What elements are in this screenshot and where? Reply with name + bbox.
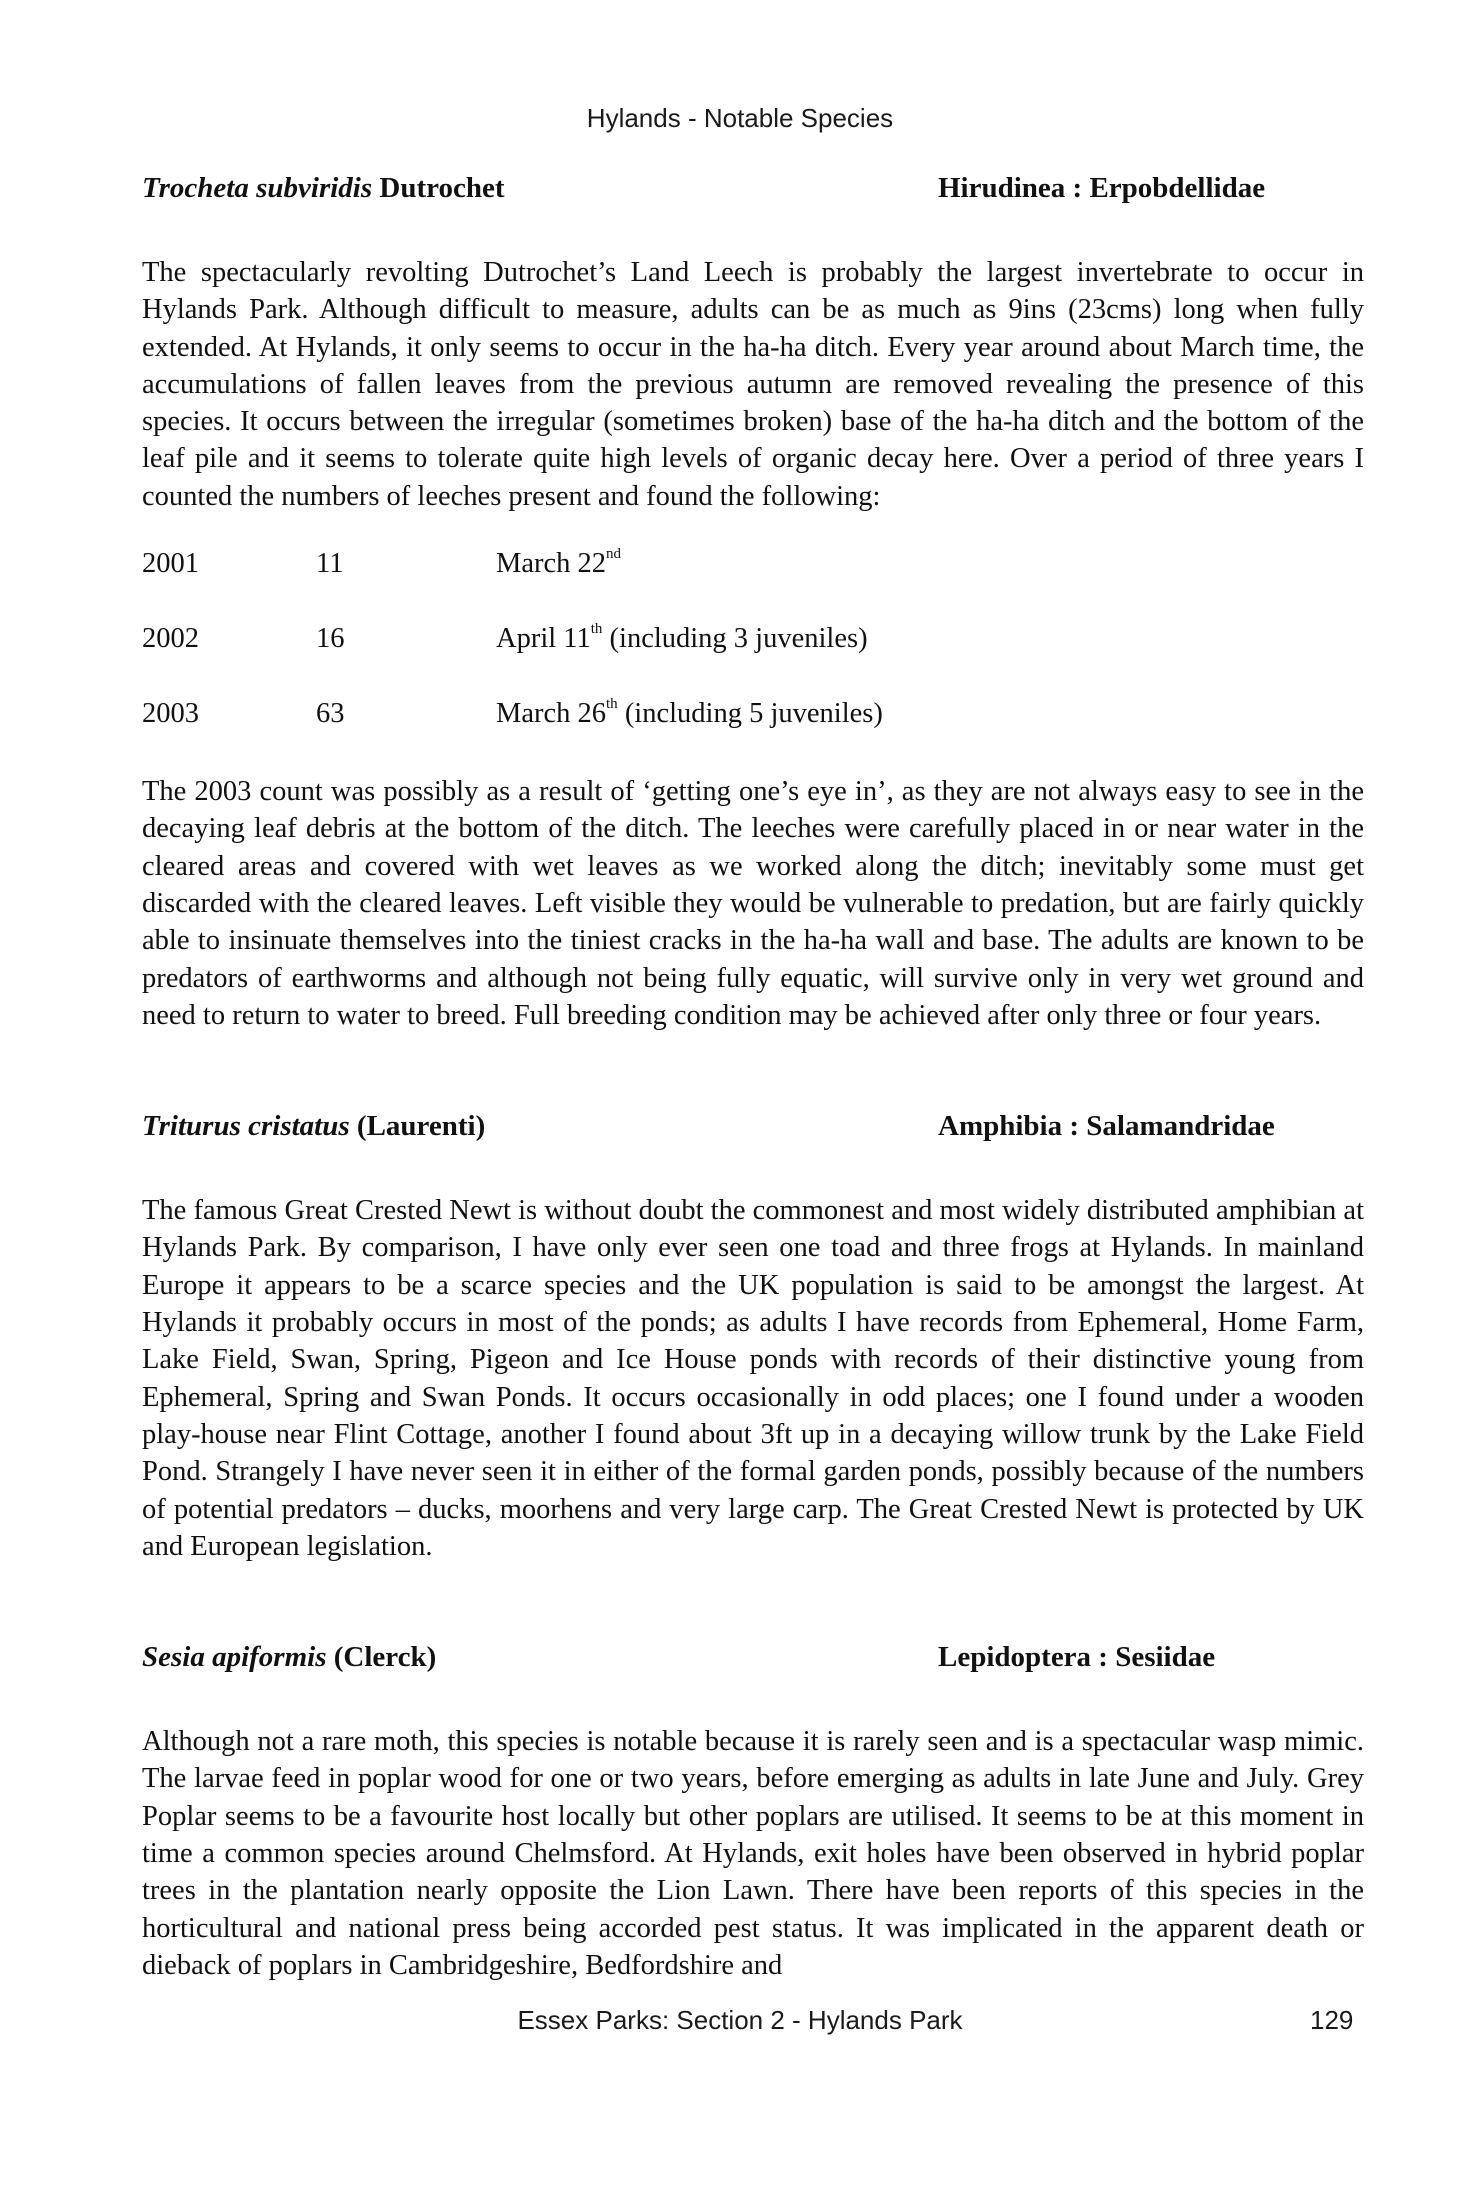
count-year: 2003 bbox=[142, 698, 199, 730]
species-name bbox=[142, 1641, 436, 1674]
species-heading bbox=[142, 172, 1364, 214]
count-row bbox=[142, 548, 1364, 623]
species-paragraph: The 2003 count was possibly as a result of ‘getting one’s eye in’, as they are not always easy to see in the decaying leaf debris at the bottom of the ditch. The leeches were carefully placed in or near water in the cleared areas and covered with wet leaves as we worked along the ditch; inevitably some must get discarded with the cleared leaves. Left visible they would be vulnerable to predation, but are fairly quickly able to insinuate themselves into the tiniest cracks in the ha-ha wall and base. The adults are known to be predators of earthworms and although not being fully equatic, will survive only in very wet ground and need to return to water to breed. Full breeding condition may be achieved after only three or four years. bbox=[142, 776, 1364, 1031]
count-year: 2002 bbox=[142, 623, 199, 655]
page-content bbox=[142, 172, 1364, 1984]
count-row bbox=[142, 623, 1364, 698]
species-heading bbox=[142, 1110, 1364, 1152]
species-paragraph: The spectacularly revolting Dutrochet’s Land Leech is probably the largest invertebrate to occur in Hylands Park. Although difficult to measure, adults can be as much as 9ins (23cms) long when fully extended. At Hylands, it only seems to occur in the ha-ha ditch. Every year around about March time, the accumulations of fallen leaves from the previous autumn are removed revealing the presence of this species. It occurs between the irregular (sometimes broken) base of the ha-ha ditch and the bottom of the leaf pile and it seems to tolerate quite high levels of organic decay here. Over a period of three years I counted the numbers of leeches present and found the following: bbox=[142, 257, 1364, 512]
species-taxonomy: Hirudinea : Erpobdellidae bbox=[938, 172, 1266, 204]
species-taxonomy: Amphibia : Salamandridae bbox=[938, 1110, 1275, 1143]
count-value: 16 bbox=[316, 623, 345, 655]
species-name bbox=[142, 172, 505, 205]
species-authority: (Clerck) bbox=[333, 1641, 437, 1674]
count-value: 63 bbox=[316, 698, 345, 730]
species-authority: (Laurenti) bbox=[356, 1110, 486, 1143]
species-name bbox=[142, 1110, 485, 1143]
species-taxonomy: Lepidoptera : Sesiidae bbox=[938, 1641, 1216, 1674]
count-year: 2001 bbox=[142, 548, 199, 580]
footer-title: Essex Parks: Section 2 - Hylands Park bbox=[517, 2005, 963, 2035]
count-row bbox=[142, 698, 1364, 773]
species-binomial: Trocheta subviridis bbox=[142, 172, 373, 204]
species-binomial: Sesia apiformis bbox=[142, 1641, 327, 1674]
species-binomial: Triturus cristatus bbox=[142, 1110, 350, 1143]
page-number: 129 bbox=[1310, 2005, 1354, 2035]
count-date: April 11th (including 3 juveniles) bbox=[496, 621, 868, 655]
count-date: March 26th (including 5 juveniles) bbox=[496, 696, 883, 730]
species-paragraph: The famous Great Crested Newt is without doubt the commonest and most widely distributed amphibian at Hylands Park. By comparison, I have only ever seen one toad and three frogs at Hylands. In mainland Europe it appears to be a scarce species and the UK population is said to be amongst the largest. At Hylands it probably occurs in most of the ponds; as adults I have records from Ephemeral, Home Farm, Lake Field, Swan, Spring, Pigeon and Ice House ponds with records of their distinctive young from Ephemeral, Spring and Swan Ponds. It occurs occasionally in odd places; one I found under a wooden play-house near Flint Cottage, another I found about 3ft up in a decaying willow trunk by the Lake Field Pond. Strangely I have never seen it in either of the formal garden ponds, possibly because of the numbers of potential predators – ducks, moorhens and very large carp. The Great Crested Newt is protected by UK and European legislation. bbox=[142, 1195, 1364, 1562]
running-head: Hylands - Notable Species bbox=[586, 103, 894, 133]
species-authority: Dutrochet bbox=[379, 172, 505, 204]
species-paragraph: Although not a rare moth, this species is notable because it is rarely seen and is a spectacular wasp mimic. The larvae feed in poplar wood for one or two years, before emerging as adults in late June and July. Grey Poplar seems to be a favourite host locally but other poplars are utilised. It seems to be at this moment in time a common species around Chelmsford. At Hylands, exit holes have been observed in hybrid poplar trees in the plantation nearly opposite the Lion Lawn. There have been reports of this species in the horticultural and national press being accorded pest status. It was implicated in the apparent death or dieback of poplars in Cambridgeshire, Bedfordshire and bbox=[142, 1726, 1364, 1981]
count-value: 11 bbox=[316, 548, 344, 580]
species-heading bbox=[142, 1641, 1364, 1683]
count-date: March 22nd bbox=[496, 546, 622, 580]
